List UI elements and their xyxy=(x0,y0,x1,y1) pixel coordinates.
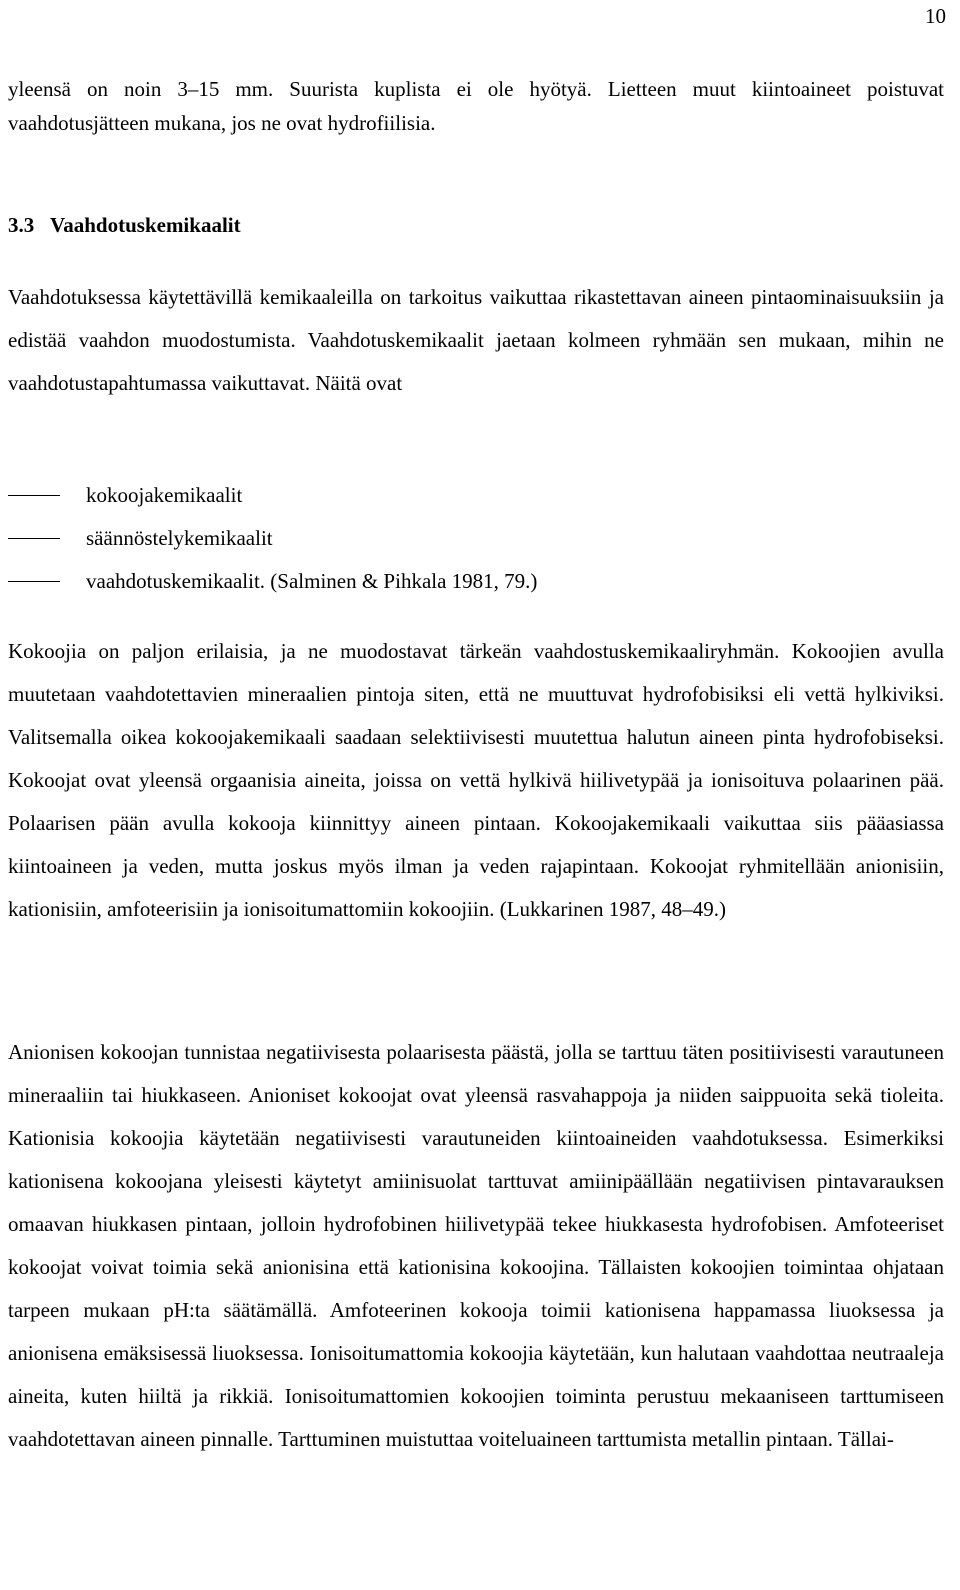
list-item-text: vaahdotuskemikaalit. (Salminen & Pihkala 1981, 79.) xyxy=(86,569,538,593)
list-item-text: säännöstelykemikaalit xyxy=(86,526,273,550)
list-item xyxy=(8,517,537,560)
paragraph-collector-types: Anionisen kokoojan tunnistaa negatiivisesta polaarisesta päästä, jolla se tarttuu täten positiivisesti varautuneen mineraaliin tai hiukkaseen. Anioniset kokoojat ovat yleensä rasvahappoja ja niiden saippuoita sekä tioleita. Kationisia kokoojia käytetään negatiivisesti varautuneiden kiintoaineiden vaahdotuksessa. Esimerkiksi kationisena kokoojana yleisesti käytetyt amiinisuolat tarttuvat amiinipäällään negatiivisen pintavarauksen omaavan hiukkasen pintaan, jolloin hydrofobinen hiilivetypää tekee hiukkasesta hydrofobisen. Amfoteeriset kokoojat voivat toimia sekä anionisina että kationisina kokoojina. Tällaisten kokoojien toimintaa ohjataan tarpeen mukaan pH:ta säätämällä. Amfoteerinen kokooja toimii kationisena happamassa liuoksessa ja anionisena emäksisessä liuoksessa. Ionisoitumattomia kokoojia käytetään, kun halutaan vaahdottaa neutraaleja aineita, kuten hiiltä ja rikkiä. Ionisoitumattomien kokoojien toiminta perustuu mekaaniseen tarttumiseen vaahdotettavan aineen pinnalle. Tarttuminen muistuttaa voiteluaineen tarttumista metallin pintaan. Tällai- xyxy=(8,1040,944,1451)
paragraph-collectors: Kokoojia on paljon erilaisia, ja ne muodostavat tärkeän vaahdostuskemikaaliryhmän. Kokoojien avulla muutetaan vaahdotettavien mineraalien pintoja siten, että ne muuttuvat hydrofobisiksi eli vettä hylkiviksi. Valitsemalla oikea kokoojakemikaali saadaan selektiivisesti muutettua halutun aineen pinta hydrofobiseksi. Kokoojat ovat yleensä orgaanisia aineita, joissa on vettä hylkivä hiilivetypää ja ionisoituva polaarinen pää. Polaarisen pään avulla kokooja kiinnittyy aineen pintaan. Kokoojakemikaali vaikuttaa siis pääasiassa kiintoaineen ja veden, mutta joskus myös ilman ja veden rajapintaan. Kokoojat ryhmitellään anionisiin, kationisiin, amfoteerisiin ja ionisoitumattomiin kokoojiin. (Lukkarinen 1987, 48–49.) xyxy=(8,639,944,921)
section-title: Vaahdotuskemikaalit xyxy=(50,213,241,237)
list-item xyxy=(8,474,537,517)
page-number: 10 xyxy=(925,4,946,28)
dash-bullet-icon xyxy=(8,538,60,540)
chemical-groups-list xyxy=(8,474,537,603)
paragraph-chemicals-intro: Vaahdotuksessa käytettävillä kemikaaleilla on tarkoitus vaikuttaa rikastettavan aineen pintaominaisuuksiin ja edistää vaahdon muodostumista. Vaahdotuskemikaalit jaetaan kolmeen ryhmään sen mukaan, mihin ne vaahdotustapahtumassa vaikuttavat. Näitä ovat xyxy=(8,285,944,395)
list-item xyxy=(8,560,537,603)
section-number: 3.3 xyxy=(8,213,35,237)
intro-paragraph: yleensä on noin 3–15 mm. Suurista kuplista ei ole hyötyä. Lietteen muut kiintoaineet poistuvat vaahdotusjätteen mukana, jos ne ovat hydrofiilisia. xyxy=(8,77,944,135)
dash-bullet-icon xyxy=(8,581,60,583)
list-item-text: kokoojakemikaalit xyxy=(86,483,243,507)
section-heading xyxy=(8,208,241,242)
dash-bullet-icon xyxy=(8,495,60,497)
